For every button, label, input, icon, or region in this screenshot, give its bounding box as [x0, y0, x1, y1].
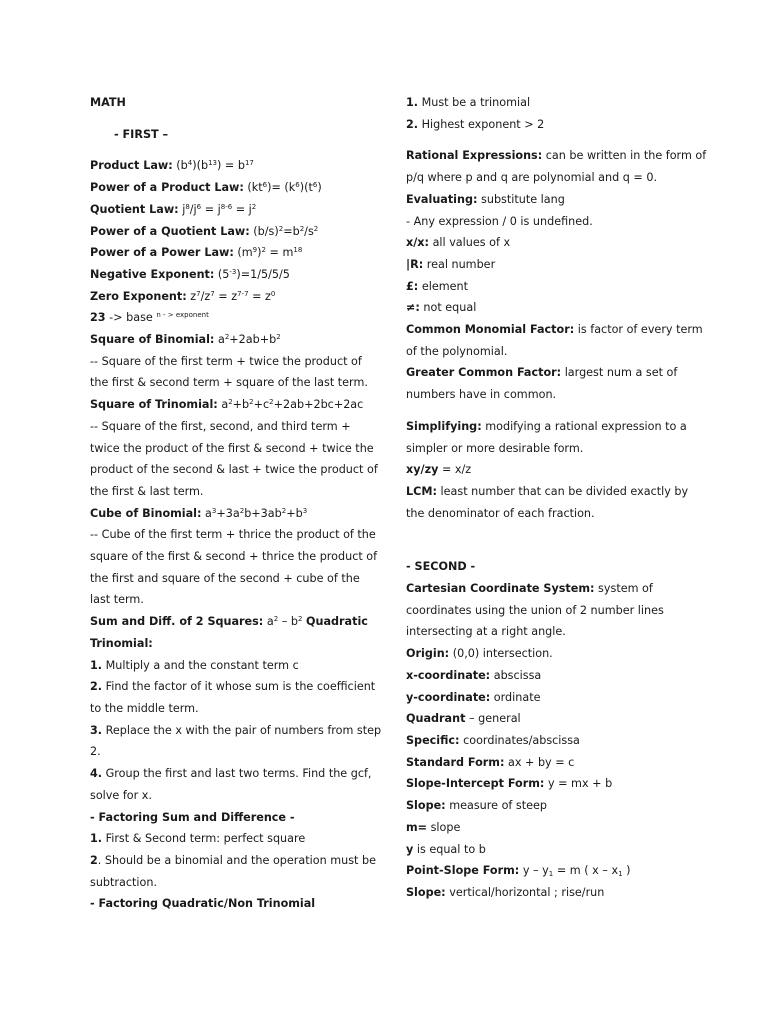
- right-column: [406, 92, 707, 904]
- y-equal-b: y is equal to b: [406, 842, 486, 856]
- zero-exponent: Zero Exponent: $z^7/z^7 = z^{7-7} = z^0$: [90, 289, 276, 303]
- cube-binomial-desc-line: square of the first & second + thrice the product of: [90, 550, 378, 564]
- lcm-cont: the denominator of each fraction.: [406, 506, 595, 520]
- square-of-binomial: Square of Binomial: $a^2+2ab+b^2$: [90, 333, 281, 347]
- fsd-step: 1. First & Second term: perfect square: [90, 832, 306, 846]
- square-trinomial-desc-line: the first & last term.: [90, 484, 204, 498]
- y-coordinate: y-coordinate: ordinate: [406, 690, 541, 704]
- power-of-quotient-law: Power of a Quotient Law: $(b/s)^2=b^2/s^2$: [90, 224, 319, 238]
- step-item-continuation: to the middle term.: [90, 701, 199, 715]
- square-trinomial-desc-line: product of the second & last + twice the product of: [90, 463, 378, 477]
- origin: Origin: (0,0) intersection.: [406, 647, 553, 661]
- step-item: 4. Group the first and last two terms. Find the gcf,: [90, 767, 372, 781]
- x-over-x: x/x: all values of x: [406, 236, 511, 250]
- left-column: [90, 92, 380, 915]
- rational-expressions-cont: p/q where p and q are polynomial and q = 0.: [406, 171, 658, 185]
- simplifying: Simplifying: modifying a rational expression to a: [406, 419, 687, 433]
- simplifying-cont: simpler or more desirable form.: [406, 441, 584, 455]
- quotient-law: Quotient Law: $j^8/j^6 = j^{8-6} = j^2$: [90, 202, 257, 216]
- evaluating: Evaluating: substitute lang: [406, 192, 565, 206]
- section-first-header: - FIRST –: [114, 127, 169, 141]
- point-slope-form: Point-Slope Form: $y - y_1 = m$ ( x – $x_1$ ): [406, 864, 631, 879]
- element: £: element: [406, 279, 468, 293]
- standard-form: Standard Form: ax + by = c: [406, 755, 575, 769]
- common-monomial-factor-cont: of the polynomial.: [406, 344, 508, 358]
- quadrant: Quadrant – general: [406, 712, 521, 726]
- real-number: |R: real number: [406, 257, 496, 271]
- specific: Specific: coordinates/abscissa: [406, 733, 580, 747]
- slope-rise-run: Slope: vertical/horizontal ; rise/run: [406, 885, 605, 899]
- sum-diff-squares: Sum and Diff. of 2 Squares: $a^2 - b^2$ Quadratic: [90, 615, 368, 629]
- cube-binomial-desc-line: -- Cube of the first term + thrice the product of the: [90, 528, 376, 542]
- cube-binomial-desc-line: the first and square of the second + cube of the: [90, 571, 360, 585]
- base-exponent-line: 23 -> base $^{n - > exponent}$: [90, 311, 209, 325]
- step-item-continuation: 2.: [90, 745, 101, 759]
- square-trinomial-desc-line: twice the product of the first & second + twice the: [90, 441, 374, 455]
- quadratic-trinomial-label: Trinomial:: [90, 636, 153, 650]
- power-of-power-law: Power of a Power Law: $(m^9)^2 = m^{18}$: [90, 246, 303, 260]
- step-item: 2. Find the factor of it whose sum is the coefficient: [90, 680, 376, 694]
- cartesian-system: Cartesian Coordinate System: system of: [406, 582, 653, 596]
- slope-definition: Slope: measure of steep: [406, 799, 547, 813]
- cube-binomial-desc-line: last term.: [90, 593, 144, 607]
- common-monomial-factor: Common Monomial Factor: is factor of every term: [406, 323, 703, 337]
- square-binomial-desc-line: the first & second term + square of the last term.: [90, 376, 368, 390]
- not-equal: ≠: not equal: [406, 301, 477, 315]
- trinomial-rule: 1. Must be a trinomial: [406, 96, 531, 109]
- step-item-continuation: solve for x.: [90, 788, 152, 802]
- step-item: 1. Multiply a and the constant term c: [90, 658, 299, 672]
- cartesian-system-cont: coordinates using the union of 2 number lines: [406, 603, 664, 617]
- cartesian-system-cont: intersecting at a right angle.: [406, 625, 566, 639]
- step-item: 3. Replace the x with the pair of numbers from step: [90, 723, 382, 737]
- product-law: Product Law: $(b^4)(b^{13}) = b^{17}$: [90, 159, 254, 173]
- section-second-header: - SECOND -: [406, 560, 476, 574]
- rational-expressions: Rational Expressions: can be written in the form of: [406, 149, 707, 163]
- square-trinomial-desc-line: -- Square of the first, second, and third term +: [90, 419, 351, 433]
- m-slope: m= slope: [406, 820, 461, 834]
- slope-intercept-form: Slope-Intercept Form: y = mx + b: [406, 777, 613, 791]
- cube-of-binomial: Cube of Binomial: $a^3+3a^2b+3ab^2+b^3$: [90, 506, 308, 520]
- factoring-sum-diff-heading: - Factoring Sum and Difference -: [90, 810, 295, 824]
- negative-exponent: Negative Exponent: $(5^{-3})=1/5/5/5$: [90, 267, 290, 281]
- doc-title: MATH: [90, 96, 126, 109]
- x-coordinate: x-coordinate: abscissa: [406, 668, 542, 682]
- square-binomial-desc-line: -- Square of the first term + twice the product of: [90, 354, 362, 368]
- trinomial-rule: 2. Highest exponent > 2: [406, 117, 545, 131]
- greater-common-factor-cont: numbers have in common.: [406, 388, 557, 402]
- fsd-step-continuation: subtraction.: [90, 875, 157, 889]
- xy-zy: xy/zy = x/z: [406, 463, 472, 477]
- square-of-trinomial: Square of Trinomial: $a^2+b^2+c^2+2ab+2bc+2ac$: [90, 398, 364, 412]
- power-of-product-law: Power of a Product Law: $(kt^6)= (k^6)(t^6)$: [90, 181, 322, 195]
- fsd-step: 2. Should be a binomial and the operation must be: [90, 853, 376, 867]
- undefined-note: - Any expression / 0 is undefined.: [406, 214, 593, 228]
- factoring-quadratic-heading: - Factoring Quadratic/Non Trinomial: [90, 897, 316, 911]
- greater-common-factor: Greater Common Factor: largest num a set of: [406, 366, 678, 380]
- lcm: LCM: least number that can be divided exactly by: [406, 484, 689, 498]
